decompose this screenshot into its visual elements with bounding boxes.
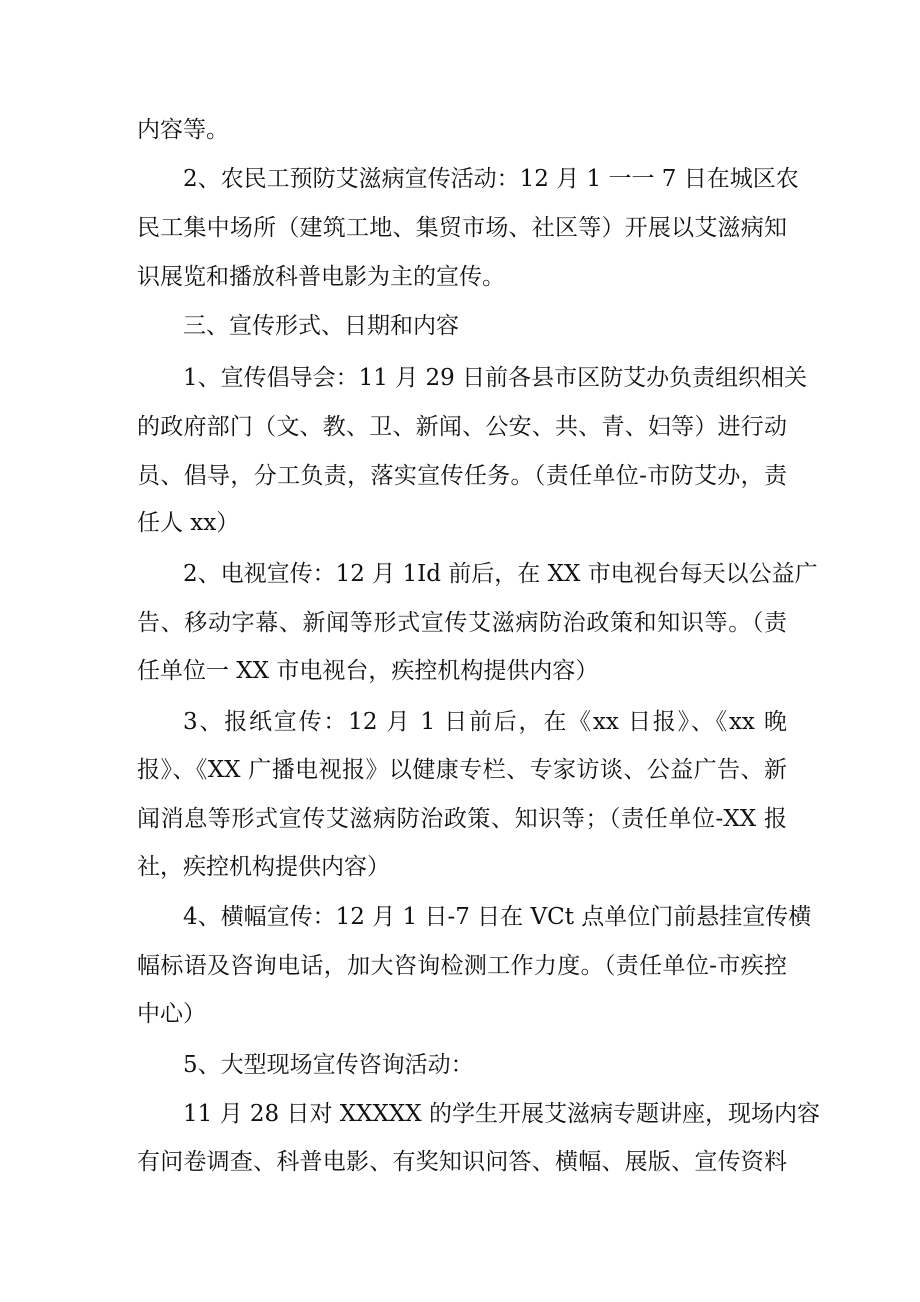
text-line: 内容等。 — [137, 117, 229, 143]
text-line: 民工集中场所（建筑工地、集贸市场、社区等）开展以艾滋病知 — [137, 215, 787, 241]
text-line: 中心） — [137, 1001, 206, 1027]
text-line: 幅标语及咨询电话，加大咨询检测工作力度。（责任单位-市疾控 — [137, 953, 787, 979]
text-line: 的政府部门（文、教、卫、新闻、公安、共、青、妇等）进行动 — [137, 414, 787, 440]
text-line: 员、倡导，分工负责，落实宣传任务。（责任单位-市防艾办，责 — [137, 463, 787, 489]
text-line: 识展览和播放科普电影为主的宣传。 — [137, 264, 505, 290]
text-line: 3、报纸宣传：12 月 1 日前后，在《xx 日报》、《xx 晚 — [183, 709, 787, 735]
text-line: 4、横幅宣传：12 月 1 日-7 日在 VCt 点单位门前悬挂宣传横 — [183, 904, 812, 930]
text-line: 有问卷调查、科普电影、有奖知识问答、横幅、展版、宣传资料 — [137, 1149, 787, 1175]
text-line: 社，疾控机构提供内容） — [137, 854, 390, 880]
section-heading: 三、宣传形式、日期和内容 — [183, 313, 459, 339]
text-line: 报》、《XX 广播电视报》以健康专栏、专家访谈、公益广告、新 — [137, 757, 787, 783]
text-line: 1、宣传倡导会：11 月 29 日前各县市区防艾办负责组织相关 — [183, 365, 808, 391]
text-line: 2、农民工预防艾滋病宣传活动：12 月 1 一一 7 日在城区农 — [183, 166, 799, 192]
text-line: 2、电视宣传：12 月 1Id 前后，在 XX 市电视台每天以公益广 — [183, 561, 818, 587]
text-line: 5、大型现场宣传咨询活动： — [183, 1052, 474, 1078]
text-line: 11 月 28 日对 XXXXX 的学生开展艾滋病专题讲座，现场内容 — [183, 1101, 820, 1127]
text-line: 任人 xx） — [137, 510, 240, 536]
text-line: 告、移动字幕、新闻等形式宣传艾滋病防治政策和知识等。（责 — [137, 610, 787, 636]
text-line: 闻消息等形式宣传艾滋病防治政策、知识等；（责任单位-XX 报 — [137, 806, 787, 832]
text-line: 任单位一 XX 市电视台，疾控机构提供内容） — [137, 658, 599, 684]
